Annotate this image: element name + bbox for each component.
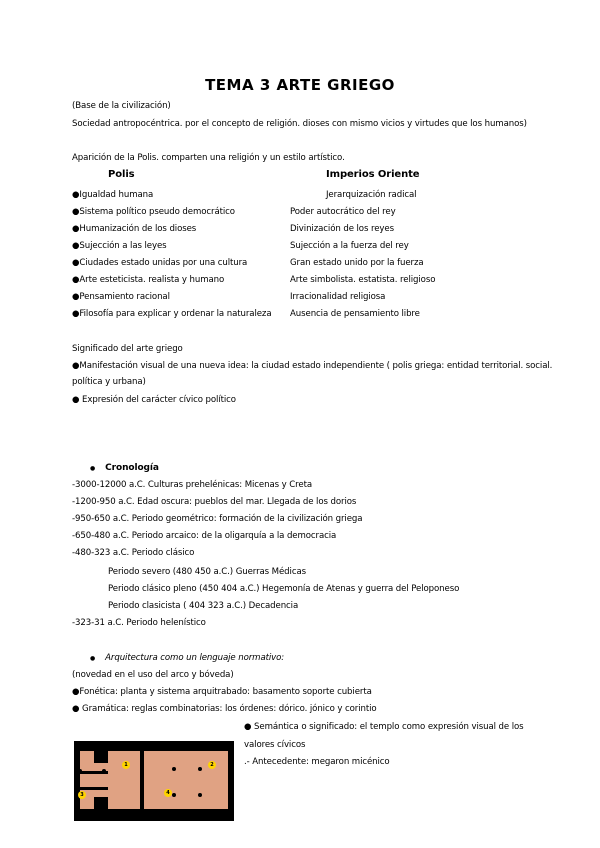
- significado-heading: Significado del arte griego: [72, 344, 183, 354]
- polis-item: ●Filosofía para explicar y ordenar la naturaleza: [72, 309, 272, 319]
- polis-item: ●Sujección a las leyes: [72, 241, 167, 251]
- plan-marker-4: 4: [164, 789, 172, 797]
- polis-item: ●Pensamiento racional: [72, 292, 170, 302]
- oriente-item: Poder autocrático del rey: [290, 207, 396, 217]
- plan-room-vestibule: [94, 763, 108, 797]
- bullet-icon: ●: [72, 224, 80, 234]
- plan-marker-1: 1: [122, 761, 130, 769]
- bullet-icon: ●: [72, 292, 80, 302]
- polis-item: ●Arte esteticista. realista y humano: [72, 275, 225, 285]
- cronologia-line: -950-650 a.C. Periodo geométrico: formación de la civilización griega: [72, 514, 363, 524]
- arquitectura-heading: ● Arquitectura como un lenguaje normativo:: [90, 653, 285, 663]
- bullet-icon: ●: [72, 704, 80, 714]
- plan-room-porch: [80, 751, 94, 809]
- bullet-icon: ●: [72, 275, 80, 285]
- oriente-item: Irracionalidad religiosa: [290, 292, 386, 302]
- cronologia-subline: Periodo clasicista ( 404 323 a.C.) Decadencia: [108, 601, 299, 611]
- polis-intro: Aparición de la Polis. comparten una religión y un estilo artístico.: [72, 153, 345, 163]
- plan-marker-2: 2: [208, 761, 216, 769]
- cronologia-heading: ● Cronología: [90, 463, 159, 473]
- significado-item-cont: política y urbana): [72, 377, 146, 387]
- polis-item: ●Sistema político pseudo democrático: [72, 207, 235, 217]
- plan-column: [172, 767, 176, 771]
- bullet-icon: ●: [72, 395, 80, 405]
- significado-item: ● Expresión del carácter cívico político: [72, 395, 236, 405]
- oriente-item: Jerarquización radical: [326, 190, 417, 200]
- oriente-item: Sujección a la fuerza del rey: [290, 241, 409, 251]
- intro-line-1: (Base de la civilización): [72, 101, 171, 111]
- cronologia-line: -3000-12000 a.C. Culturas prehelénicas: Micenas y Creta: [72, 480, 313, 490]
- header-oriente: Imperios Oriente: [326, 169, 420, 180]
- bullet-icon: ●: [244, 722, 252, 732]
- plan-column: [102, 769, 106, 773]
- page-title: TEMA 3 ARTE GRIEGO: [205, 76, 395, 94]
- bullet-icon: ●: [72, 361, 80, 371]
- arquitectura-item: ● Semántica o significado: el templo como expresión visual de los: [244, 722, 524, 732]
- polis-item: ●Igualdad humana: [72, 190, 154, 200]
- polis-item: ●Humanización de los dioses: [72, 224, 197, 234]
- cronologia-line: -1200-950 a.C. Edad oscura: pueblos del mar. Llegada de los dorios: [72, 497, 357, 507]
- oriente-item: Ausencia de pensamiento libre: [290, 309, 420, 319]
- significado-item: ●Manifestación visual de una nueva idea: la ciudad estado independiente ( polis griega: entidad territorial. social.: [72, 361, 553, 371]
- arquitectura-item: ●Fonética: planta y sistema arquitrabado: basamento soporte cubierta: [72, 687, 372, 697]
- oriente-item: Arte simbolista. estatista. religioso: [290, 275, 436, 285]
- oriente-item: Gran estado unido por la fuerza: [290, 258, 424, 268]
- arquitectura-item: ● Gramática: reglas combinatorias: los órdenes: dórico. jónico y corintio: [72, 704, 377, 714]
- plan-column: [78, 769, 82, 773]
- bullet-icon: ●: [90, 465, 96, 472]
- plan-column: [198, 793, 202, 797]
- cronologia-line: -650-480 a.C. Periodo arcaico: de la oligarquía a la democracia: [72, 531, 337, 541]
- bullet-icon: ●: [72, 241, 80, 251]
- bullet-icon: ●: [90, 655, 96, 662]
- bullet-icon: ●: [72, 687, 80, 697]
- cronologia-subline: Periodo clásico pleno (450 404 a.C.) Hegemonía de Atenas y guerra del Peloponeso: [108, 584, 460, 594]
- oriente-item: Divinización de los reyes: [290, 224, 394, 234]
- plan-wall: [74, 787, 108, 790]
- arquitectura-note: (novedad en el uso del arco y bóveda): [72, 670, 234, 680]
- polis-item: ●Ciudades estado unidas por una cultura: [72, 258, 248, 268]
- megaron-plan-image: [74, 741, 234, 821]
- plan-room-main: [144, 751, 228, 809]
- intro-line-2: Sociedad antropocéntrica. por el concepto de religión. dioses con mismo vicios y virtudes que los humanos): [72, 119, 527, 129]
- plan-column: [172, 793, 176, 797]
- bullet-icon: ●: [72, 190, 80, 200]
- cronologia-line: -323-31 a.C. Periodo helenístico: [72, 618, 206, 628]
- arquitectura-item-cont: valores cívicos: [244, 740, 306, 750]
- cronologia-subline: Periodo severo (480 450 a.C.) Guerras Médicas: [108, 567, 306, 577]
- plan-room-prodomos: [108, 751, 140, 809]
- bullet-icon: ●: [72, 258, 80, 268]
- bullet-icon: ●: [72, 207, 80, 217]
- header-polis: Polis: [108, 169, 135, 180]
- plan-column: [198, 767, 202, 771]
- bullet-icon: ●: [72, 309, 80, 319]
- plan-marker-3: 3: [78, 791, 86, 799]
- cronologia-line: -480-323 a.C. Periodo clásico: [72, 548, 195, 558]
- arquitectura-antecedente: .- Antecedente: megaron micénico: [244, 757, 390, 767]
